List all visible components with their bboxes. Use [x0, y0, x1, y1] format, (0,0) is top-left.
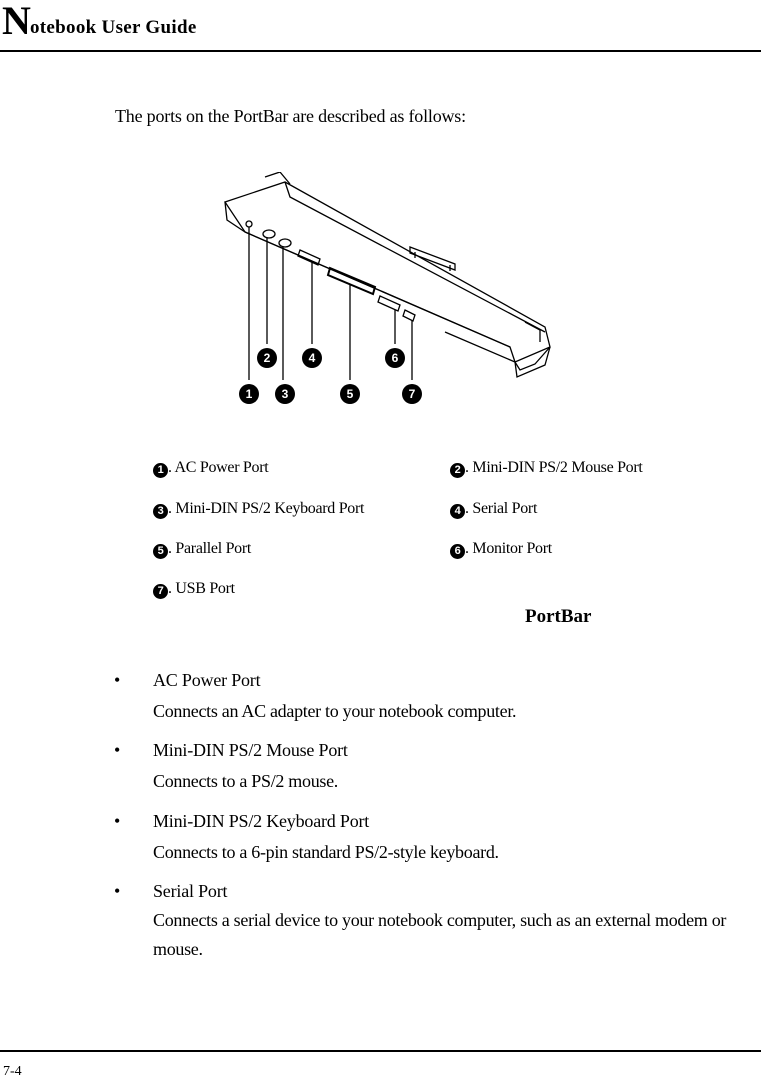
legend-item-monitor-port	[450, 540, 552, 559]
legend-item-usb-port	[153, 580, 235, 599]
number-badge: 1	[153, 463, 168, 478]
portbar-illustration	[215, 172, 565, 412]
bullet-title-mouse-port: Mini-DIN PS/2 Mouse Port	[153, 740, 348, 760]
legend-item-keyboard-port	[153, 500, 364, 519]
legend-item-parallel-port	[153, 540, 251, 559]
header-initial: N	[2, 0, 31, 43]
header-title: otebook User Guide	[30, 17, 197, 38]
page-header	[0, 0, 761, 52]
number-badge: 7	[153, 584, 168, 599]
number-badge: 3	[153, 504, 168, 519]
figure-caption: PortBar	[525, 606, 592, 627]
number-badge: 6	[450, 544, 465, 559]
legend-item-ac-power	[153, 459, 268, 478]
callout-6: 6	[391, 351, 399, 365]
intro-text: The ports on the PortBar are described as follows:	[115, 106, 466, 126]
bullet-title-ac-power: AC Power Port	[153, 670, 261, 690]
bullet-desc-mouse-port: Connects to a PS/2 mouse.	[153, 771, 338, 791]
bullet-desc-keyboard-port: Connects to a 6-pin standard PS/2-style keyboard.	[153, 842, 499, 862]
callout-2: 2	[263, 351, 271, 365]
callout-7: 7	[408, 387, 416, 401]
footer-rule	[0, 1050, 761, 1052]
page-number: 7-4	[3, 1064, 22, 1079]
legend-label: . Parallel Port	[168, 540, 252, 557]
legend-label: . Mini-DIN PS/2 Mouse Port	[465, 459, 643, 476]
callout-1: 1	[245, 387, 253, 401]
legend-label: . Mini-DIN PS/2 Keyboard Port	[168, 500, 365, 517]
legend-label: . Monitor Port	[465, 540, 552, 557]
callout-3: 3	[281, 387, 289, 401]
callout-4: 4	[308, 351, 316, 365]
number-badge: 2	[450, 463, 465, 478]
callout-5: 5	[346, 387, 354, 401]
bullet-marker: •	[114, 881, 121, 901]
bullet-marker: •	[114, 670, 121, 690]
number-badge: 4	[450, 504, 465, 519]
bullet-desc-ac-power: Connects an AC adapter to your notebook computer.	[153, 701, 517, 721]
bullet-title-serial-port: Serial Port	[153, 881, 228, 901]
bullet-marker: •	[114, 740, 121, 760]
bullet-title-keyboard-port: Mini-DIN PS/2 Keyboard Port	[153, 811, 370, 831]
legend-label: . AC Power Port	[168, 459, 269, 476]
number-badge: 5	[153, 544, 168, 559]
legend-label: . USB Port	[168, 580, 235, 597]
bullet-desc-serial-port: Connects a serial device to your notebook computer, such as an external modem or mouse.	[153, 910, 727, 959]
legend-item-mouse-port	[450, 459, 643, 478]
legend-item-serial-port	[450, 500, 537, 519]
legend-label: . Serial Port	[465, 500, 538, 517]
bullet-marker: •	[114, 811, 121, 831]
